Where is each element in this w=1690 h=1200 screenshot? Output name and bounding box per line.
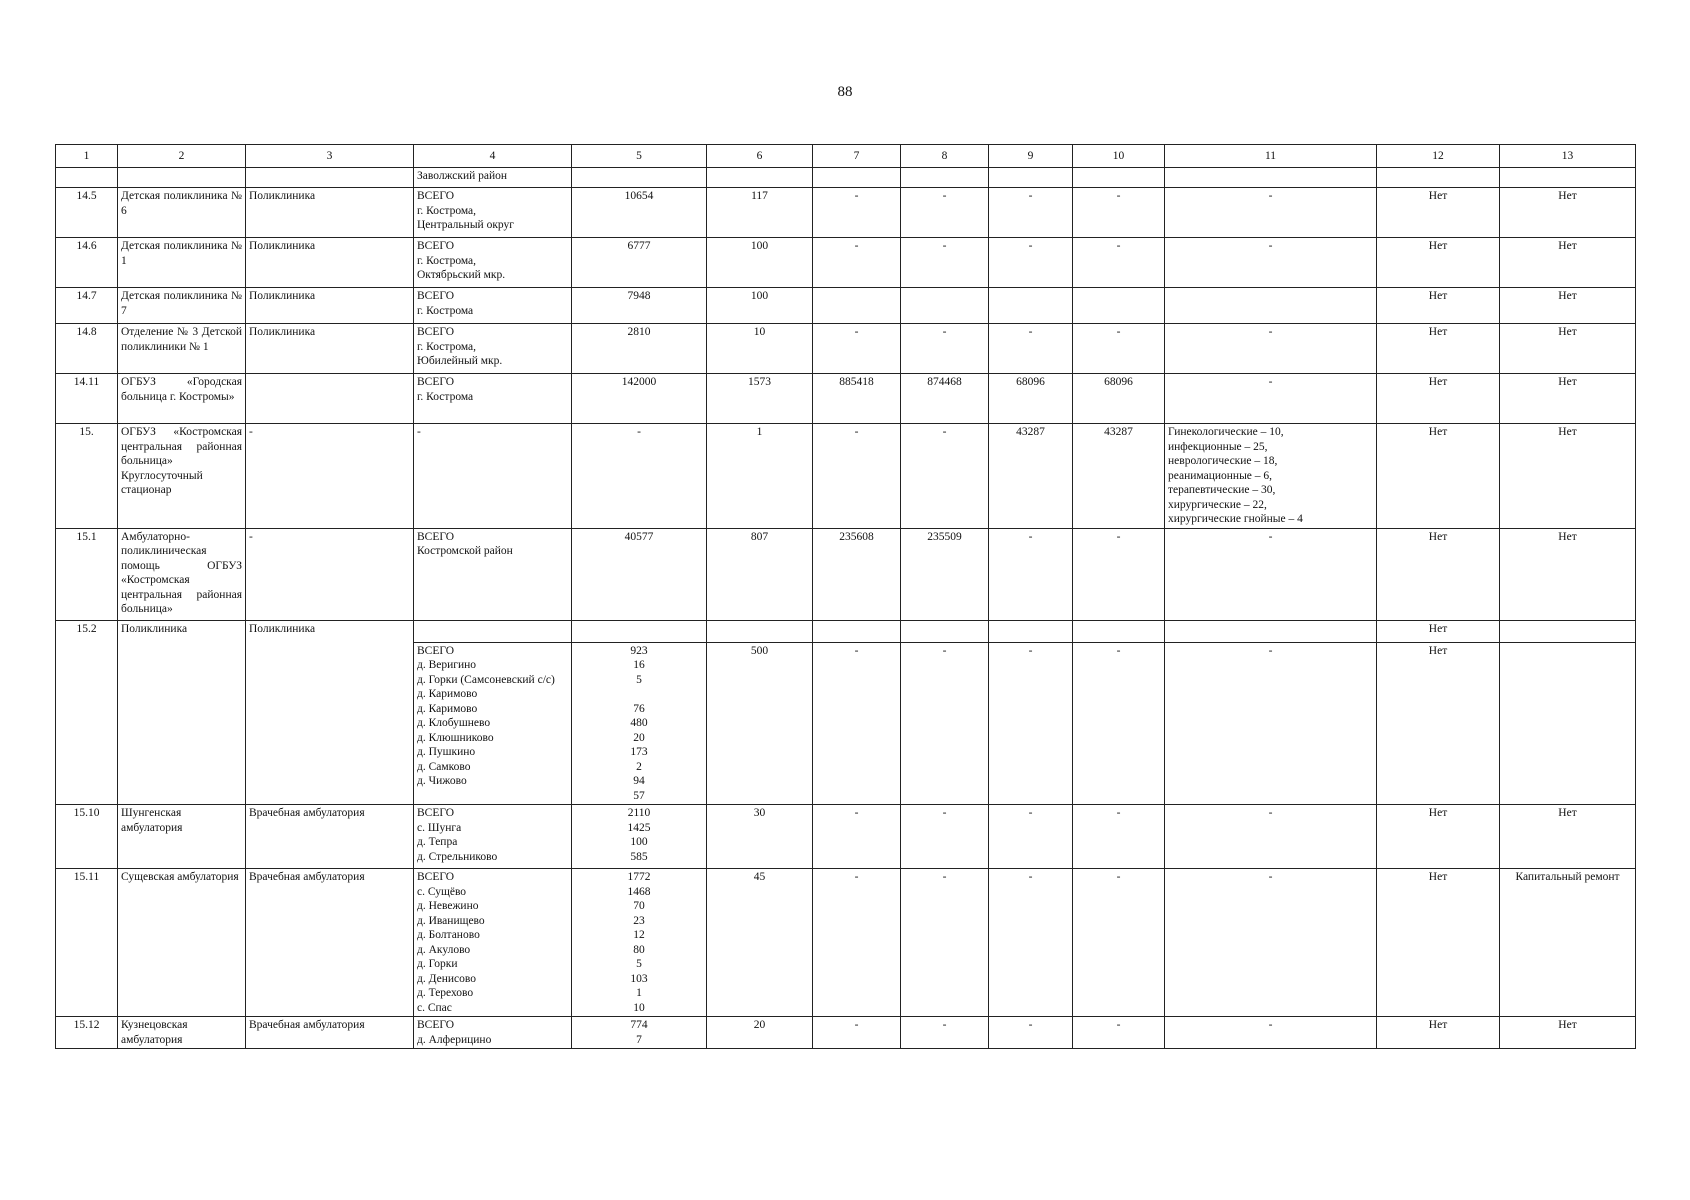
- col-12-cell: Нет: [1377, 1017, 1500, 1049]
- col-13-cell: Нет: [1500, 528, 1636, 620]
- header-cell: 7: [813, 145, 901, 168]
- district-label: Заволжский район: [414, 168, 572, 188]
- col-9-cell: -: [989, 528, 1073, 620]
- col-6-cell: 30: [707, 805, 813, 869]
- table-row: [56, 188, 1636, 238]
- empty-cell: [414, 620, 572, 642]
- location-cell: ВСЕГО д. Алферицино: [414, 1017, 572, 1049]
- col-7-cell: 235608: [813, 528, 901, 620]
- col-cell: -: [989, 642, 1073, 805]
- col-10-cell: -: [1073, 805, 1165, 869]
- col-11-cell: -: [1165, 188, 1377, 238]
- col-8-cell: -: [901, 869, 989, 1017]
- row-number-cell: 14.6: [56, 238, 118, 288]
- col-12-cell: Нет: [1377, 188, 1500, 238]
- table-row: [56, 324, 1636, 374]
- header-cell: 10: [1073, 145, 1165, 168]
- facility-name-cell: Поликлиника: [118, 620, 246, 805]
- col-9-cell: 43287: [989, 424, 1073, 529]
- col-7-cell: -: [813, 1017, 901, 1049]
- col-8-cell: -: [901, 1017, 989, 1049]
- empty-cell: [1500, 642, 1636, 805]
- col-11-cell: -: [1165, 374, 1377, 424]
- facility-name-cell: ОГБУЗ «Костромская центральная районная больница» Круглосуточный стационар: [118, 424, 246, 529]
- header-cell: 2: [118, 145, 246, 168]
- col-5-cell: 142000: [572, 374, 707, 424]
- col-cell: -: [813, 642, 901, 805]
- facility-name-cell: Кузнецовская амбулатория: [118, 1017, 246, 1049]
- location-cell: ВСЕГО г. Кострома: [414, 374, 572, 424]
- header-cell: 6: [707, 145, 813, 168]
- col-5-cell: -: [572, 424, 707, 529]
- col-7-cell: -: [813, 869, 901, 1017]
- header-cell: 1: [56, 145, 118, 168]
- location-cell: ВСЕГО г. Кострома, Центральный округ: [414, 188, 572, 238]
- location-cell: ВСЕГО с. Сущёво д. Невежино д. Иванищево д. Болтаново д. Акулово д. Горки д. Денисово д. Терехово с. Спас: [414, 869, 572, 1017]
- col-8-cell: 874468: [901, 374, 989, 424]
- col-8-cell: -: [901, 238, 989, 288]
- col-13-cell: Нет: [1500, 424, 1636, 529]
- col-6-cell: 100: [707, 238, 813, 288]
- col-12-cell: Нет: [1377, 869, 1500, 1017]
- facility-name-cell: Отделение № 3 Детской поликлиники № 1: [118, 324, 246, 374]
- district-row: [56, 168, 1636, 188]
- col-6-cell: 10: [707, 324, 813, 374]
- header-cell: 9: [989, 145, 1073, 168]
- table-row: [56, 1017, 1636, 1049]
- table-row: [56, 424, 1636, 529]
- facility-type-cell: Поликлиника: [246, 324, 414, 374]
- col-13-cell: Нет: [1500, 1017, 1636, 1049]
- table-row: [56, 528, 1636, 620]
- col-10-cell: -: [1073, 188, 1165, 238]
- location-cell: ВСЕГО д. Веригино д. Горки (Самсоневский с/с) д. Каримово д. Каримово д. Клобушнево д. Клюшниково д. Пушкино д. Самково д. Чижово: [414, 642, 572, 805]
- col-13-cell: Нет: [1500, 288, 1636, 324]
- row-number-cell: 15.: [56, 424, 118, 529]
- table-row: [56, 238, 1636, 288]
- col-12-cell: Нет: [1377, 805, 1500, 869]
- table-row: [56, 374, 1636, 424]
- location-cell: ВСЕГО г. Кострома, Юбилейный мкр.: [414, 324, 572, 374]
- empty-cell: [1500, 620, 1636, 642]
- header-cell: 3: [246, 145, 414, 168]
- facility-type-cell: Врачебная амбулатория: [246, 869, 414, 1017]
- empty-cell: [989, 620, 1073, 642]
- row-number-cell: 15.2: [56, 620, 118, 805]
- col-11-cell: -: [1165, 238, 1377, 288]
- facilities-table: [55, 144, 1636, 1049]
- col-10-cell: -: [1073, 528, 1165, 620]
- facility-type-cell: Врачебная амбулатория: [246, 805, 414, 869]
- col-5-cell: 40577: [572, 528, 707, 620]
- col-11-cell: -: [1165, 805, 1377, 869]
- row-number-cell: 14.7: [56, 288, 118, 324]
- col-12-cell: Нет: [1377, 424, 1500, 529]
- location-cell: ВСЕГО г. Кострома: [414, 288, 572, 324]
- page-number: 88: [837, 84, 853, 100]
- header-cell: 12: [1377, 145, 1500, 168]
- row-number-cell: 14.11: [56, 374, 118, 424]
- header-cell: 5: [572, 145, 707, 168]
- header-row: [56, 145, 1636, 168]
- facility-type-cell: Поликлиника: [246, 288, 414, 324]
- col-9-cell: 68096: [989, 374, 1073, 424]
- col-8-cell: -: [901, 188, 989, 238]
- col-9-cell: -: [989, 238, 1073, 288]
- col-11-cell: -: [1165, 528, 1377, 620]
- col-5-cell: 1772 1468 70 23 12 80 5 103 1 10: [572, 869, 707, 1017]
- facility-name-cell: Амбулаторно-поликлиническая помощь ОГБУЗ «Костромская центральная районная больница»: [118, 528, 246, 620]
- col-11-cell: -: [1165, 324, 1377, 374]
- col-9-cell: -: [989, 869, 1073, 1017]
- location-cell: ВСЕГО с. Шунга д. Тепра д. Стрельниково: [414, 805, 572, 869]
- col-10-cell: 43287: [1073, 424, 1165, 529]
- col-10-cell: [1073, 288, 1165, 324]
- col-9-cell: -: [989, 805, 1073, 869]
- col-6-cell: 117: [707, 188, 813, 238]
- row-number-cell: 14.5: [56, 188, 118, 238]
- col-5-cell: 10654: [572, 188, 707, 238]
- facility-name-cell: Детская поликлиника № 6: [118, 188, 246, 238]
- header-cell: 13: [1500, 145, 1636, 168]
- empty-cell: [901, 620, 989, 642]
- col-11-cell: Гинекологические – 10, инфекционные – 25, неврологические – 18, реанимационные – 6, терапевтические – 30, хирургические – 22, хирургические гнойные – 4: [1165, 424, 1377, 529]
- col-10-cell: 68096: [1073, 374, 1165, 424]
- col-13-cell: Нет: [1500, 238, 1636, 288]
- col-5-cell: 2110 1425 100 585: [572, 805, 707, 869]
- col-12-cell: Нет: [1377, 238, 1500, 288]
- col-8-cell: -: [901, 324, 989, 374]
- facility-type-cell: -: [246, 528, 414, 620]
- empty-cell: [572, 620, 707, 642]
- col-cell: -: [901, 642, 989, 805]
- table-row: [56, 869, 1636, 1017]
- col-12-cell: Нет: [1377, 288, 1500, 324]
- col-12-cell: Нет: [1377, 324, 1500, 374]
- header-cell: 4: [414, 145, 572, 168]
- col-6-cell: 807: [707, 528, 813, 620]
- col-10-cell: -: [1073, 324, 1165, 374]
- col-13-cell: Нет: [1500, 324, 1636, 374]
- col-9-cell: [989, 288, 1073, 324]
- col-10-cell: -: [1073, 1017, 1165, 1049]
- empty-cell: [813, 620, 901, 642]
- location-cell: ВСЕГО г. Кострома, Октябрьский мкр.: [414, 238, 572, 288]
- col-6-cell: 20: [707, 1017, 813, 1049]
- col-5-cell: 2810: [572, 324, 707, 374]
- col-7-cell: -: [813, 238, 901, 288]
- col-8-cell: -: [901, 805, 989, 869]
- col-6-cell: 1573: [707, 374, 813, 424]
- col-9-cell: -: [989, 188, 1073, 238]
- col-6-cell: 1: [707, 424, 813, 529]
- col-5-cell: 923 16 5 76 480 20 173 2 94 57: [572, 642, 707, 805]
- row-number-cell: 15.12: [56, 1017, 118, 1049]
- col-13-cell: Капитальный ремонт: [1500, 869, 1636, 1017]
- col-7-cell: -: [813, 188, 901, 238]
- col-8-cell: 235509: [901, 528, 989, 620]
- header-cell: 11: [1165, 145, 1377, 168]
- col-7-cell: -: [813, 424, 901, 529]
- facility-name-cell: Сущевская амбулатория: [118, 869, 246, 1017]
- col-11-cell: -: [1165, 1017, 1377, 1049]
- col-10-cell: -: [1073, 238, 1165, 288]
- col-12-cell: Нет: [1377, 528, 1500, 620]
- col-10-cell: -: [1073, 869, 1165, 1017]
- empty-cell: [707, 620, 813, 642]
- col-12-cell: Нет: [1377, 620, 1500, 642]
- header-cell: 8: [901, 145, 989, 168]
- col-7-cell: 885418: [813, 374, 901, 424]
- col-7-cell: -: [813, 805, 901, 869]
- row-number-cell: 15.10: [56, 805, 118, 869]
- col-12-cell: Нет: [1377, 374, 1500, 424]
- table-row: [56, 620, 1636, 642]
- col-13-cell: Нет: [1500, 188, 1636, 238]
- col-cell: -: [1073, 642, 1165, 805]
- col-11-cell: [1165, 288, 1377, 324]
- col-7-cell: -: [813, 324, 901, 374]
- facility-type-cell: [246, 374, 414, 424]
- col-5-cell: 6777: [572, 238, 707, 288]
- row-number-cell: 15.1: [56, 528, 118, 620]
- facility-type-cell: Поликлиника: [246, 238, 414, 288]
- col-13-cell: Нет: [1500, 805, 1636, 869]
- table-row: [56, 288, 1636, 324]
- empty-cell: [1073, 620, 1165, 642]
- empty-cell: [1165, 620, 1377, 642]
- row-number-cell: 14.8: [56, 324, 118, 374]
- facility-name-cell: ОГБУЗ «Городская больница г. Костромы»: [118, 374, 246, 424]
- col-9-cell: -: [989, 324, 1073, 374]
- col-11-cell: -: [1165, 869, 1377, 1017]
- col-5-cell: 7948: [572, 288, 707, 324]
- row-number-cell: 15.11: [56, 869, 118, 1017]
- col-8-cell: [901, 288, 989, 324]
- table-row: [56, 805, 1636, 869]
- facility-type-cell: Врачебная амбулатория: [246, 1017, 414, 1049]
- col-12-cell: Нет: [1377, 642, 1500, 805]
- col-cell: -: [1165, 642, 1377, 805]
- col-13-cell: Нет: [1500, 374, 1636, 424]
- col-9-cell: -: [989, 1017, 1073, 1049]
- location-cell: ВСЕГО Костромской район: [414, 528, 572, 620]
- facility-type-cell: -: [246, 424, 414, 529]
- facility-name-cell: Детская поликлиника № 7: [118, 288, 246, 324]
- col-7-cell: [813, 288, 901, 324]
- location-cell: -: [414, 424, 572, 529]
- col-5-cell: 774 7: [572, 1017, 707, 1049]
- col-6-cell: 100: [707, 288, 813, 324]
- col-cell: 500: [707, 642, 813, 805]
- col-8-cell: -: [901, 424, 989, 529]
- facility-type-cell: Поликлиника: [246, 188, 414, 238]
- facility-name-cell: Детская поликлиника № 1: [118, 238, 246, 288]
- facility-type-cell: Поликлиника: [246, 620, 414, 805]
- facility-name-cell: Шунгенская амбулатория: [118, 805, 246, 869]
- col-6-cell: 45: [707, 869, 813, 1017]
